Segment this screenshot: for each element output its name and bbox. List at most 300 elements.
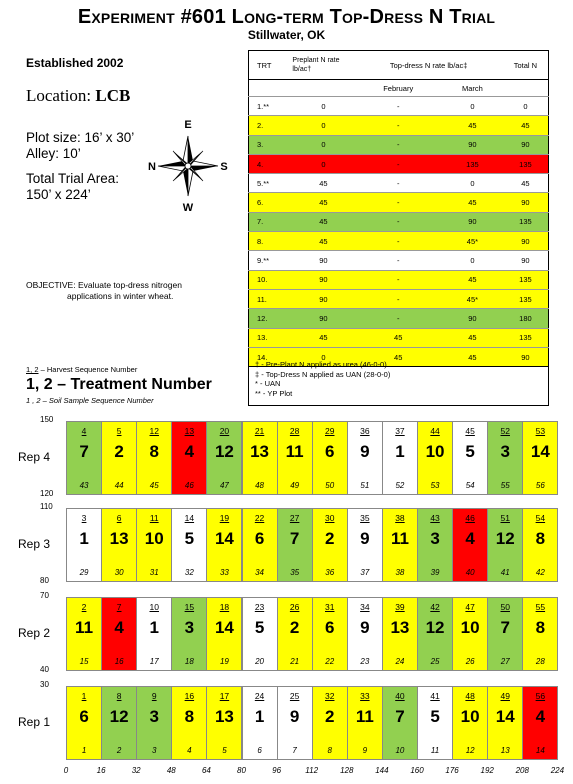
treatment-number: 13	[109, 529, 129, 548]
treatment-cell-total: 0	[503, 97, 549, 116]
treatment-number: 8	[184, 707, 195, 726]
treatment-number: 9	[289, 707, 300, 726]
treatment-number: 1	[79, 529, 89, 548]
treatment-cell-feb: 45	[354, 328, 442, 347]
harvest-seq-number: 9	[151, 691, 157, 701]
treatment-number: 13	[390, 618, 410, 637]
harvest-seq-nums: 1, 2	[26, 365, 39, 374]
x-tick: 16	[96, 766, 106, 775]
treatment-number: 14	[214, 529, 234, 548]
soil-sample-number: 27	[500, 657, 510, 666]
treatment-cell-feb: -	[354, 154, 442, 173]
treatment-number: 12	[109, 707, 129, 726]
soil-sample-number: 42	[535, 568, 545, 577]
treatment-cell-total: 90	[503, 232, 549, 251]
harvest-seq-number: 43	[430, 513, 440, 523]
plot-cell	[101, 508, 137, 582]
soil-sample-number: 9	[362, 746, 368, 755]
treatment-cell-trt: 13.	[249, 328, 293, 347]
harvest-seq-number: 49	[500, 691, 510, 701]
plot-cell	[522, 686, 558, 760]
treatment-cell-total: 45	[503, 116, 549, 135]
plot-cell	[277, 421, 313, 495]
treatment-number: 6	[325, 618, 335, 637]
harvest-seq-number: 36	[360, 426, 370, 436]
treatment-cell-feb: -	[354, 270, 442, 289]
harvest-seq-number: 32	[325, 691, 335, 701]
treatment-number: 8	[535, 618, 546, 637]
treatment-number: 7	[395, 707, 405, 726]
x-tick: 96	[272, 766, 282, 775]
treatment-number: 1	[395, 442, 405, 461]
plot-cell	[206, 686, 242, 760]
x-tick: 32	[131, 766, 141, 775]
harvest-seq-number: 27	[289, 513, 300, 523]
treatment-cell-mar: 0	[442, 174, 503, 193]
plot-cell	[382, 597, 418, 671]
harvest-seq-number: 16	[184, 691, 195, 701]
treatment-number: 1	[149, 618, 159, 637]
x-tick: 176	[445, 766, 459, 775]
soil-sample-number: 55	[500, 481, 510, 490]
treatment-number: 3	[430, 529, 440, 548]
harvest-seq-number: 25	[289, 691, 300, 701]
treatment-number: 14	[495, 707, 515, 726]
plot-cell	[312, 597, 348, 671]
soil-sample-number: 43	[79, 481, 89, 490]
treatment-number: 8	[149, 442, 159, 461]
plot-cell	[171, 508, 207, 582]
treatment-number: 4	[535, 707, 546, 726]
established-text: Established 2002	[26, 56, 124, 70]
soil-sample-number: 10	[395, 746, 405, 755]
harvest-seq-number: 28	[289, 426, 300, 436]
harvest-seq-number: 26	[289, 602, 300, 612]
soil-sample-number: 12	[465, 746, 475, 755]
harvest-seq-number: 47	[465, 602, 475, 612]
treatment-cell-trt: 14.	[249, 347, 293, 366]
harvest-seq-number: 50	[500, 602, 510, 612]
plot-cell	[136, 597, 172, 671]
treatment-cell-trt: 1.**	[249, 97, 293, 116]
treatment-number: 6	[254, 529, 265, 548]
soil-sample-number: 28	[535, 657, 545, 666]
soil-sample-number: 41	[500, 568, 510, 577]
soil-sample-number: 23	[360, 657, 370, 666]
harvest-seq-number: 18	[219, 602, 230, 612]
harvest-seq-number: 38	[395, 513, 405, 523]
treatment-number: 1	[254, 707, 265, 726]
treatment-cell-total: 45	[503, 174, 549, 193]
treatment-cell-trt: 10.	[249, 270, 293, 289]
treatment-cell-trt: 5.**	[249, 174, 293, 193]
plot-cell	[487, 508, 523, 582]
plot-cell	[277, 508, 313, 582]
harvest-seq-number: 22	[254, 513, 265, 523]
plot-cell	[522, 508, 558, 582]
treatment-number: 10	[460, 618, 480, 637]
harvest-seq-number: 15	[184, 602, 195, 612]
treatment-cell-pre: 0	[292, 154, 354, 173]
treatment-cell-pre: 90	[292, 309, 354, 328]
rep-label: Rep 2	[18, 626, 51, 640]
x-tick: 64	[201, 766, 211, 775]
treatment-cell-pre: 45	[292, 193, 354, 212]
plot-cell	[136, 421, 172, 495]
treatment-cell-feb: -	[354, 232, 442, 251]
x-tick: 192	[480, 766, 494, 775]
rep-label: Rep 1	[18, 715, 51, 729]
harvest-seq-number: 44	[430, 426, 440, 436]
x-tick: 128	[340, 766, 354, 775]
treatment-cell-total: 180	[503, 309, 549, 328]
harvest-seq-number: 3	[81, 513, 87, 523]
footnote-yp: ** - YP Plot	[255, 388, 293, 398]
compass-e-label: E	[184, 119, 192, 131]
harvest-seq-number: 54	[535, 513, 546, 523]
treatment-cell-pre: 45	[292, 328, 354, 347]
plot-cell	[66, 597, 102, 671]
objective-line1: Evaluate top-dress nitrogen	[77, 280, 182, 290]
plot-cell	[347, 421, 383, 495]
treatment-cell-feb: -	[354, 309, 442, 328]
treatment-number: 4	[184, 442, 195, 461]
harvest-seq-number: 1	[81, 691, 87, 701]
soil-sample-number: 49	[290, 481, 300, 490]
soil-seq-text: – Soil Sample Sequence Number	[40, 396, 154, 405]
treatment-number: 4	[465, 529, 475, 548]
soil-sample-number: 11	[430, 746, 440, 755]
treatment-cell-total: 135	[503, 212, 549, 231]
harvest-seq-number: 29	[325, 426, 335, 436]
treatment-cell-pre: 0	[292, 135, 354, 154]
plot-cell	[171, 597, 207, 671]
harvest-seq-number: 23	[254, 602, 265, 612]
treatment-cell-mar: 45*	[442, 289, 503, 308]
harvest-seq-number: 24	[254, 691, 265, 701]
treatment-cell-mar: 45	[442, 270, 503, 289]
plot-cell	[452, 508, 488, 582]
treatment-number: 14	[530, 442, 550, 461]
plot-cell	[487, 597, 523, 671]
soil-sample-number: 44	[114, 481, 124, 490]
soil-sample-number: 45	[149, 481, 159, 490]
treatment-cell-trt: 11.	[249, 289, 293, 308]
treatment-cell-mar: 45	[442, 193, 503, 212]
plot-cell	[452, 421, 488, 495]
harvest-seq-number: 37	[395, 426, 405, 436]
harvest-seq-number: 40	[395, 691, 405, 701]
treatment-number: 13	[250, 442, 269, 461]
treatment-cell-mar: 135	[442, 154, 503, 173]
treatment-cell-mar: 90	[442, 212, 503, 231]
treatment-number: 7	[289, 529, 300, 548]
soil-sample-number: 8	[327, 746, 332, 755]
soil-sample-number: 13	[500, 746, 510, 755]
plot-cell	[347, 686, 383, 760]
soil-sample-number: 47	[219, 481, 229, 490]
soil-sample-number: 4	[187, 746, 192, 755]
plot-cell	[452, 686, 488, 760]
treatment-number: 10	[460, 707, 480, 726]
plot-cell	[312, 421, 348, 495]
x-tick: 80	[237, 766, 246, 775]
compass-n-label: N	[148, 161, 156, 173]
treatment-number: 14	[214, 618, 234, 637]
header-march: March	[442, 80, 503, 97]
treatment-cell-mar: 45	[442, 116, 503, 135]
soil-sample-number: 54	[465, 481, 475, 490]
treatment-cell-pre: 0	[292, 347, 354, 366]
harvest-seq-number: 5	[116, 426, 122, 436]
plot-cell	[242, 421, 278, 495]
harvest-seq-number: 21	[254, 426, 265, 436]
soil-sample-number: 16	[114, 657, 124, 666]
harvest-seq-number: 13	[184, 426, 195, 436]
plot-cell	[242, 686, 278, 760]
treatment-cell-trt: 7.	[249, 212, 293, 231]
soil-sample-number: 15	[79, 657, 89, 666]
harvest-seq-number: 4	[81, 426, 87, 436]
treatment-cell-feb: -	[354, 289, 442, 308]
soil-sample-number: 37	[360, 568, 370, 577]
page-title: Experiment #601 Long-term Top-Dress N Trial	[77, 6, 496, 28]
y-tick-top: 110	[40, 502, 53, 511]
plot-cell	[312, 686, 348, 760]
treatment-cell-total: 135	[503, 289, 549, 308]
total-area-label: Total Trial Area:	[26, 171, 120, 186]
treatment-cell-total: 90	[503, 135, 549, 154]
plot-cell	[347, 597, 383, 671]
plot-cell	[487, 686, 523, 760]
soil-sample-number: 22	[325, 657, 335, 666]
treatment-cell-mar: 90	[442, 135, 503, 154]
treatment-cell-feb: 45	[354, 347, 442, 366]
plot-cell	[417, 686, 453, 760]
rep-label: Rep 3	[18, 537, 51, 551]
plot-cell	[136, 508, 172, 582]
plot-cell	[312, 508, 348, 582]
harvest-seq-number: 7	[116, 602, 122, 612]
soil-sample-number: 53	[430, 481, 440, 490]
treatment-cell-total: 90	[503, 347, 549, 366]
treatment-number-legend: 1, 2 – Treatment Number	[26, 376, 212, 393]
treatment-cell-total: 90	[503, 251, 549, 270]
treatment-cell-feb: -	[354, 193, 442, 212]
soil-sample-number: 26	[465, 657, 475, 666]
soil-sample-number: 48	[255, 481, 264, 490]
plot-cell	[382, 686, 418, 760]
soil-seq-nums: 1 , 2	[26, 396, 41, 405]
location-label: Location:	[26, 86, 92, 105]
treatment-number: 9	[360, 529, 370, 548]
treatment-number: 12	[425, 618, 445, 637]
soil-sample-number: 24	[395, 657, 405, 666]
y-tick-bottom: 80	[40, 576, 49, 585]
soil-sample-number: 1	[81, 746, 87, 755]
x-tick: 224	[550, 766, 565, 775]
plot-cell	[522, 421, 558, 495]
location-value: LCB	[95, 86, 131, 105]
plot-cell	[382, 508, 418, 582]
treatment-cell-trt: 9.**	[249, 251, 293, 270]
treatment-number: 6	[325, 442, 335, 461]
header-topdress: Top-dress N rate lb/ac‡	[389, 60, 468, 70]
x-tick: 48	[166, 766, 176, 775]
harvest-seq-number: 41	[430, 691, 440, 701]
treatment-cell-feb: -	[354, 174, 442, 193]
y-tick-top: 30	[40, 680, 49, 689]
y-tick-top: 70	[40, 591, 49, 600]
treatment-number: 10	[144, 529, 164, 548]
treatment-cell-mar: 0	[442, 97, 503, 116]
treatment-number: 9	[360, 442, 370, 461]
soil-sample-number: 56	[535, 481, 545, 490]
harvest-seq-number: 20	[219, 426, 230, 436]
plot-cell	[101, 597, 137, 671]
soil-sample-number: 30	[114, 568, 124, 577]
harvest-seq-number: 30	[325, 513, 335, 523]
harvest-seq-number: 6	[116, 513, 122, 523]
treatment-cell-pre: 0	[292, 97, 354, 116]
treatment-cell-pre: 90	[292, 251, 354, 270]
soil-sample-number: 31	[149, 568, 159, 577]
y-tick-bottom: 120	[40, 489, 54, 498]
treatment-number: 12	[495, 529, 515, 548]
plot-cell	[277, 686, 313, 760]
harvest-seq-number: 34	[360, 602, 370, 612]
soil-sample-number: 36	[325, 568, 335, 577]
treatment-number: 2	[325, 707, 335, 726]
treatment-cell-trt: 12.	[249, 309, 293, 328]
page-subtitle: Stillwater, OK	[247, 28, 326, 42]
x-tick: 0	[63, 766, 69, 775]
harvest-seq-number: 2	[81, 602, 87, 612]
treatment-cell-pre: 0	[292, 116, 354, 135]
treatment-number: 3	[184, 618, 195, 637]
plot-cell	[277, 597, 313, 671]
header-preplant: Preplant N rate lb/ac†	[292, 57, 340, 73]
treatment-cell-pre: 90	[292, 270, 354, 289]
plot-cell	[417, 597, 453, 671]
harvest-seq-number: 19	[219, 513, 230, 523]
plot-cell	[206, 421, 242, 495]
treatment-cell-mar: 90	[442, 309, 503, 328]
harvest-seq-text: – Harvest Sequence Number	[38, 365, 138, 374]
plot-cell	[242, 508, 278, 582]
plot-cell	[171, 686, 207, 760]
header-total: Total N	[513, 60, 538, 70]
soil-sample-number: 21	[290, 657, 300, 666]
harvest-seq-number: 55	[535, 602, 546, 612]
plot-cell	[101, 686, 137, 760]
plot-cell	[171, 421, 207, 495]
treatment-number: 3	[149, 707, 159, 726]
treatment-number: 5	[430, 707, 440, 726]
harvest-seq-number: 31	[325, 602, 335, 612]
treatment-cell-trt: 4.	[249, 154, 293, 173]
treatment-number: 10	[425, 442, 445, 461]
x-tick: 112	[305, 766, 319, 775]
plot-cell	[417, 421, 453, 495]
soil-sample-number: 39	[430, 568, 440, 577]
treatment-number: 2	[325, 529, 335, 548]
treatment-cell-trt: 6.	[249, 193, 293, 212]
harvest-seq-number: 10	[149, 602, 159, 612]
soil-sample-number: 2	[116, 746, 122, 755]
footnote-uan: * - UAN	[255, 379, 281, 388]
footnote-preplant: † - Pre-Plant N applied as urea (46-0-0)	[255, 360, 387, 369]
treatment-number: 11	[285, 442, 304, 461]
y-tick-top: 150	[40, 415, 54, 424]
soil-sample-number: 5	[222, 746, 227, 755]
soil-sample-number: 14	[535, 746, 545, 755]
header-february: February	[354, 80, 442, 97]
objective-line2: applications in winter wheat.	[67, 291, 174, 301]
treatment-number: 3	[500, 442, 510, 461]
plot-cell	[417, 508, 453, 582]
treatment-cell-trt: 3.	[249, 135, 293, 154]
treatment-number: 2	[114, 442, 124, 461]
harvest-seq-number: 8	[116, 691, 122, 701]
y-tick-bottom: 40	[40, 665, 49, 674]
treatment-cell-feb: -	[354, 97, 442, 116]
plot-cell	[136, 686, 172, 760]
treatment-number: 4	[114, 618, 124, 637]
treatment-cell-mar: 45	[442, 347, 503, 366]
harvest-seq-number: 48	[465, 691, 475, 701]
treatment-number: 6	[79, 707, 89, 726]
plot-cell	[522, 597, 558, 671]
x-tick: 208	[515, 766, 529, 775]
plot-cell	[382, 421, 418, 495]
treatment-cell-pre: 45	[292, 174, 354, 193]
soil-sample-number: 20	[255, 657, 264, 666]
plot-cell	[66, 508, 102, 582]
harvest-seq-number: 53	[535, 426, 546, 436]
treatment-cell-feb: -	[354, 135, 442, 154]
treatment-number: 5	[465, 442, 475, 461]
harvest-seq-number: 52	[500, 426, 510, 436]
treatment-number: 12	[214, 442, 234, 461]
treatment-number: 8	[535, 529, 546, 548]
treatment-number: 13	[214, 707, 234, 726]
harvest-seq-number: 12	[149, 426, 159, 436]
soil-sample-number: 32	[184, 568, 194, 577]
plot-cell	[66, 421, 102, 495]
header-trt: TRT	[257, 60, 272, 70]
total-area-value: 150’ x 224’	[26, 187, 91, 202]
plot-cell	[242, 597, 278, 671]
x-tick: 160	[410, 766, 424, 775]
footnote-topdress: ‡ - Top-Dress N applied as UAN (28-0-0)	[255, 369, 391, 379]
plot-cell	[206, 597, 242, 671]
treatment-cell-mar: 45	[442, 328, 503, 347]
harvest-seq-number: 56	[535, 691, 546, 701]
treatment-number: 11	[355, 707, 374, 726]
soil-sample-number: 33	[219, 568, 229, 577]
alley-text: Alley: 10’	[26, 146, 81, 161]
treatment-cell-feb: -	[354, 212, 442, 231]
treatment-number: 7	[500, 618, 510, 637]
harvest-seq-number: 42	[430, 602, 440, 612]
treatment-number: 7	[79, 442, 89, 461]
plot-cell	[66, 686, 102, 760]
plot-cell	[452, 597, 488, 671]
treatment-number: 5	[254, 618, 265, 637]
harvest-seq-number: 39	[395, 602, 405, 612]
harvest-seq-number: 17	[219, 691, 230, 701]
